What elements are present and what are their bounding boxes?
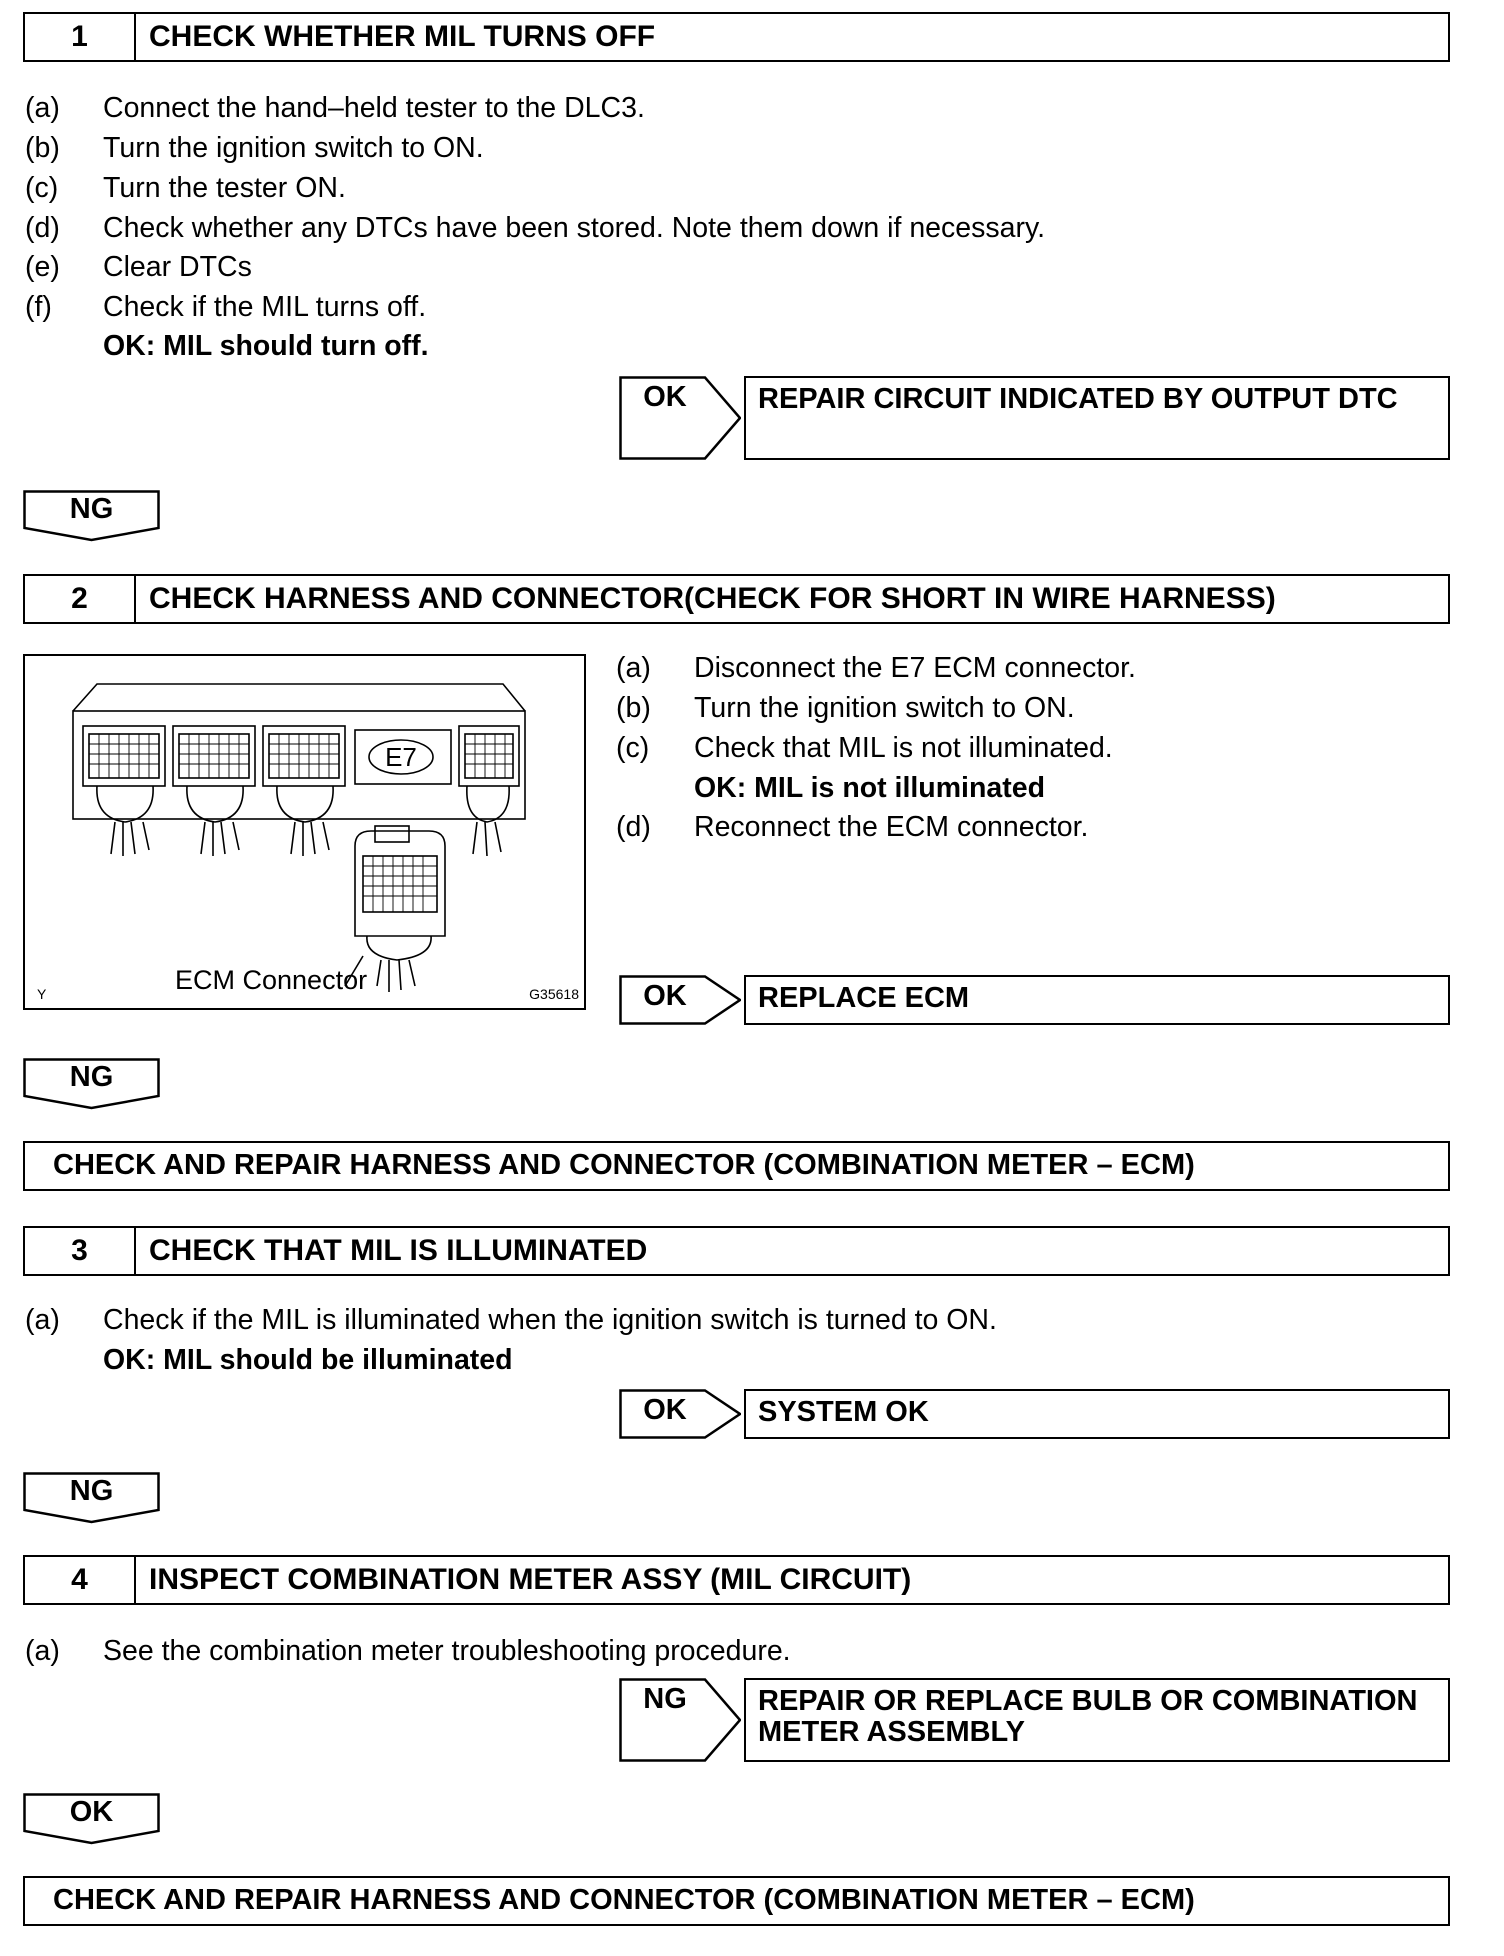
down-tag-ng (23, 1472, 160, 1524)
step-text: See the combination meter troubleshooting procedure. (103, 1635, 791, 1667)
section-4-header (23, 1555, 1450, 1605)
step-label: (a) (25, 92, 60, 124)
section-title: CHECK HARNESS AND CONNECTOR(CHECK FOR SHORT IN WIRE HARNESS) (149, 582, 1276, 615)
down-tag-ng (23, 1058, 160, 1110)
section-2-header (23, 574, 1450, 624)
down-tag-label: NG (69, 1475, 114, 1507)
result-text-line-2: METER ASSEMBLY (758, 1716, 1025, 1748)
section-number: 2 (25, 576, 136, 622)
ok-spec: OK: MIL should be illuminated (103, 1344, 513, 1376)
section-number: 4 (25, 1557, 136, 1603)
step-text: Turn the ignition switch to ON. (103, 132, 484, 164)
step-label: (b) (616, 692, 651, 724)
section-1-header (23, 12, 1450, 62)
ok-spec: OK: MIL should turn off. (103, 330, 429, 362)
section-title: CHECK THAT MIL IS ILLUMINATED (149, 1234, 648, 1267)
section-title: INSPECT COMBINATION METER ASSY (MIL CIRCUIT) (149, 1563, 912, 1596)
section-number: 1 (25, 14, 136, 60)
step-label: (d) (616, 811, 651, 843)
step-text: Disconnect the E7 ECM connector. (694, 652, 1136, 684)
down-tag-ok (23, 1793, 160, 1845)
step-text: Clear DTCs (103, 251, 252, 283)
step-label: (a) (25, 1635, 60, 1667)
action-box: CHECK AND REPAIR HARNESS AND CONNECTOR (COMBINATION METER – ECM) (23, 1876, 1450, 1926)
step-text: Reconnect the ECM connector. (694, 811, 1089, 843)
arrow-label: OK (643, 980, 687, 1012)
figure-code: G35618 (529, 986, 579, 1002)
result-arrow-ok (619, 376, 741, 460)
action-box: CHECK AND REPAIR HARNESS AND CONNECTOR (COMBINATION METER – ECM) (23, 1141, 1450, 1191)
result-text: REPAIR CIRCUIT INDICATED BY OUTPUT DTC (758, 383, 1398, 415)
arrow-label: OK (643, 1394, 687, 1426)
step-text: Check if the MIL turns off. (103, 291, 427, 323)
section-3-header (23, 1226, 1450, 1276)
ecm-connector-illustration (25, 656, 583, 1007)
step-text: Check that MIL is not illuminated. (694, 732, 1113, 764)
step-text: Check if the MIL is illuminated when the ignition switch is turned to ON. (103, 1304, 997, 1336)
result-text: SYSTEM OK (758, 1396, 929, 1428)
step-label: (a) (25, 1304, 60, 1336)
down-tag-label: NG (69, 1061, 114, 1093)
result-arrow-ok (619, 1389, 741, 1439)
step-text: Connect the hand–held tester to the DLC3. (103, 92, 645, 124)
diagram-caption: ECM Connector (175, 965, 368, 995)
down-tag-label: OK (69, 1796, 114, 1828)
step-label: (c) (25, 172, 59, 204)
result-text-line-1: REPAIR OR REPLACE BULB OR COMBINATION (758, 1685, 1418, 1717)
arrow-label: OK (643, 381, 687, 413)
step-text: Turn the tester ON. (103, 172, 346, 204)
section-number: 3 (25, 1228, 136, 1274)
step-label: (c) (616, 732, 650, 764)
result-box (744, 1678, 1450, 1762)
arrow-label: NG (643, 1683, 687, 1715)
corner-mark: Y (37, 986, 47, 1002)
result-box (744, 376, 1450, 460)
ok-spec: OK: MIL is not illuminated (694, 772, 1045, 804)
result-box (744, 975, 1450, 1025)
down-tag-ng (23, 490, 160, 542)
step-label: (e) (25, 251, 60, 283)
step-text: Check whether any DTCs have been stored. Note them down if necessary. (103, 212, 1046, 244)
section-title: CHECK WHETHER MIL TURNS OFF (149, 20, 656, 53)
step-label: (d) (25, 212, 60, 244)
result-arrow-ng (619, 1678, 741, 1762)
step-text: Turn the ignition switch to ON. (694, 692, 1075, 724)
result-arrow-ok (619, 975, 741, 1025)
down-tag-label: NG (69, 493, 114, 525)
result-text: REPLACE ECM (758, 982, 970, 1014)
step-label: (a) (616, 652, 651, 684)
ecm-connector-diagram (23, 654, 586, 1010)
step-label: (b) (25, 132, 60, 164)
result-box (744, 1389, 1450, 1439)
connector-tag: E7 (385, 742, 417, 772)
step-label: (f) (25, 291, 52, 323)
